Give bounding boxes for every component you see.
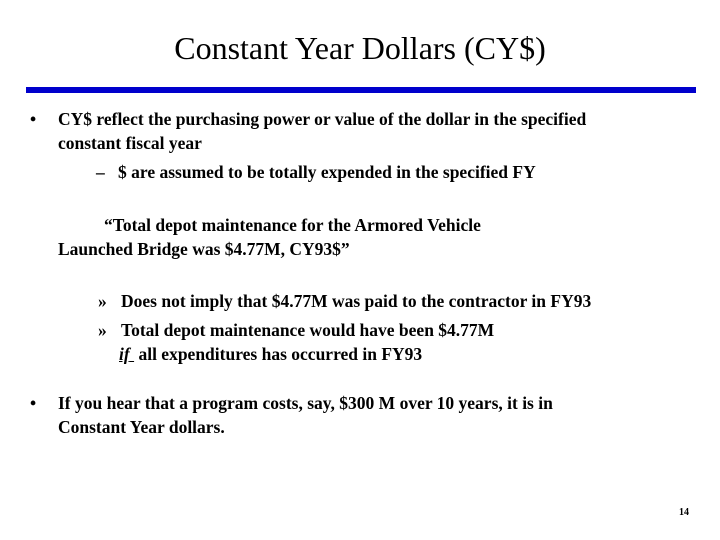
sub-item-would-have-been: Total depot maintenance would have been $4.77M xyxy=(121,320,495,340)
title-divider xyxy=(26,87,696,93)
sub-marker: » xyxy=(98,320,107,340)
slide-title: Constant Year Dollars (CY$) xyxy=(174,30,546,66)
if-line-rest: all expenditures has occurred in FY93 xyxy=(134,344,423,364)
quote-line1: “Total depot maintenance for the Armored Vehicle xyxy=(104,215,481,235)
bullet-marker: • xyxy=(30,109,37,129)
sub-item-not-paid: Does not imply that $4.77M was paid to the contractor in FY93 xyxy=(121,291,592,311)
bullet2-line1: If you hear that a program costs, say, $300 M over 10 years, it is in xyxy=(58,393,553,413)
bullet2-line2: Constant Year dollars. xyxy=(58,417,225,437)
dash-marker: – xyxy=(96,162,105,182)
sub-marker: » xyxy=(98,291,107,311)
sub-item-if-line xyxy=(102,343,422,366)
quote-line2: Launched Bridge was $4.77M, CY93$” xyxy=(58,239,350,259)
bullet1-line1: CY$ reflect the purchasing power or value of the dollar in the specified xyxy=(58,109,587,129)
if-emphasis: if xyxy=(119,344,130,364)
page-number: 14 xyxy=(679,507,689,518)
sub-bullet-assumption: $ are assumed to be totally expended in the specified FY xyxy=(118,162,536,182)
bullet-marker: • xyxy=(30,393,37,413)
bullet1-line2: constant fiscal year xyxy=(58,133,202,153)
